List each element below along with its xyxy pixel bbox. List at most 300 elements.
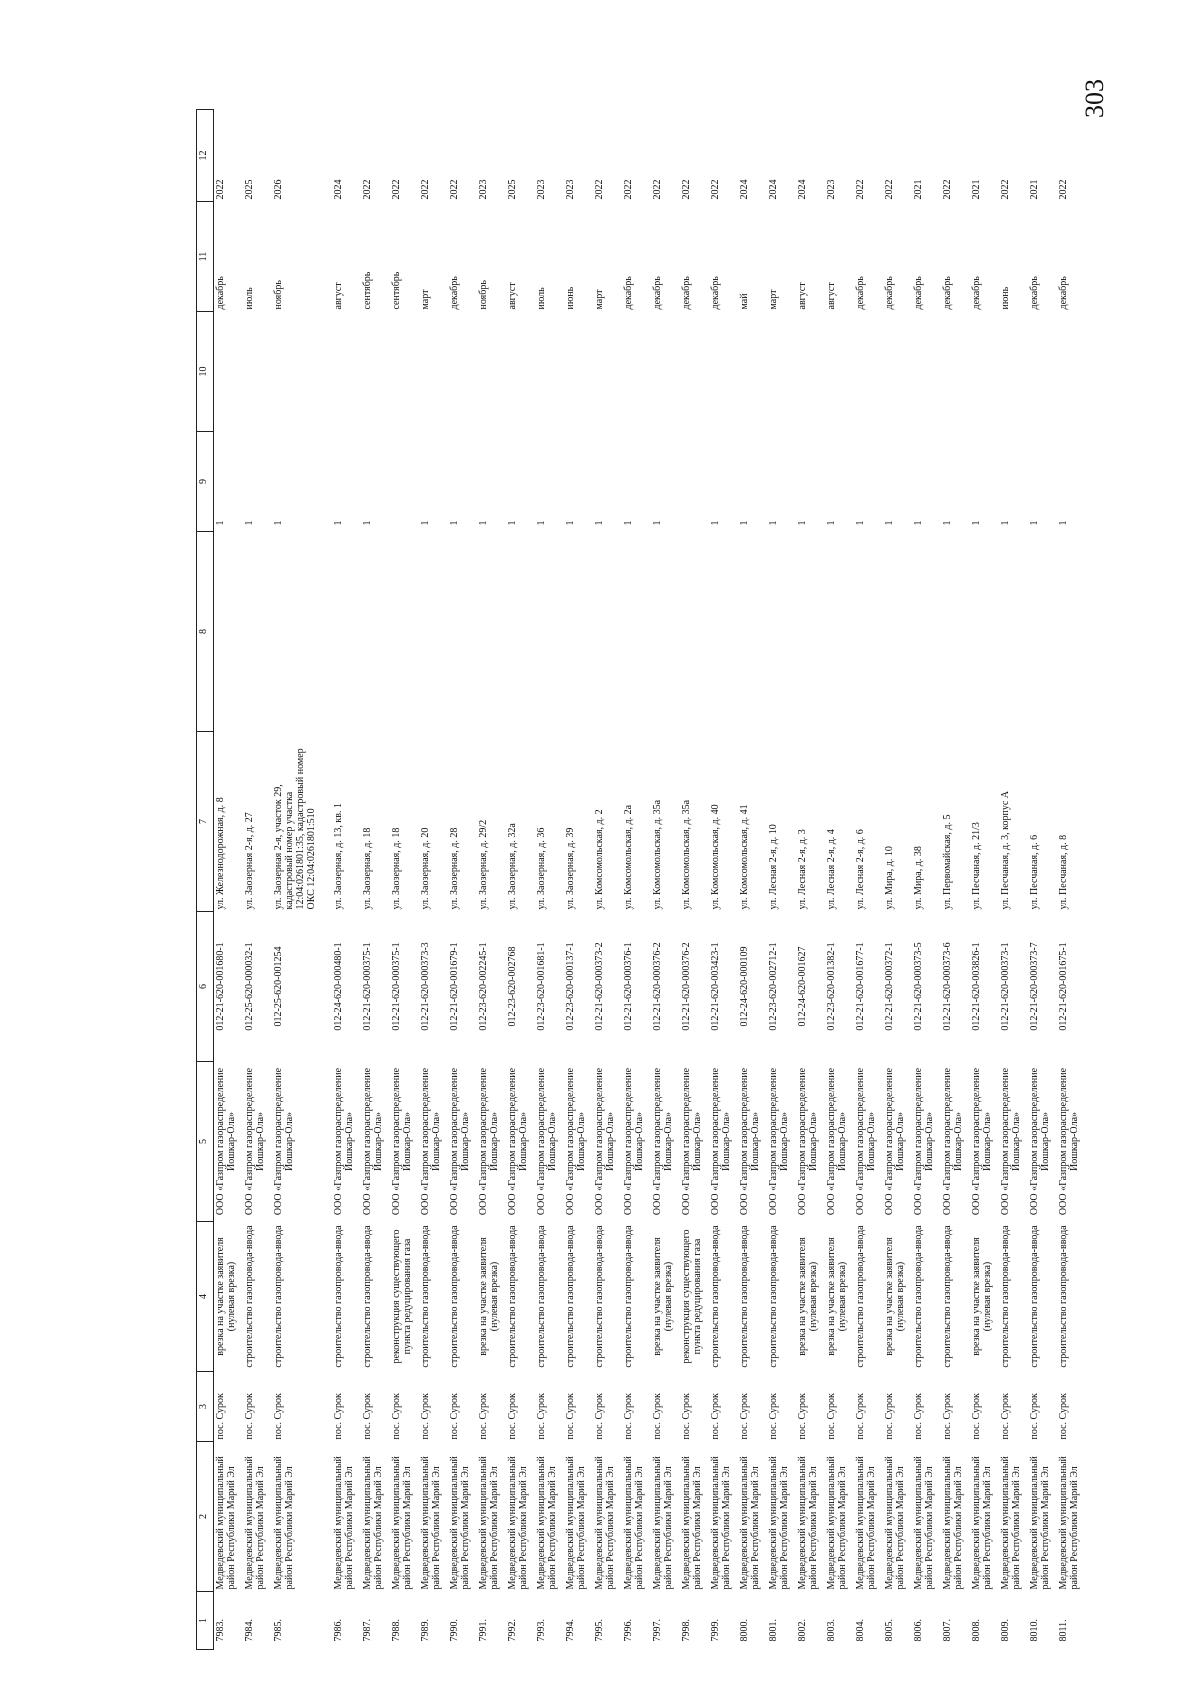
cell-district bbox=[361, 1442, 390, 1592]
cell-district bbox=[709, 1442, 738, 1592]
cell-work-type bbox=[506, 1222, 535, 1372]
table-row bbox=[243, 110, 272, 1650]
cell-column-8 bbox=[796, 532, 825, 732]
address-text: ул. Песчаная, д. 3, корпус А bbox=[999, 790, 1011, 910]
cell-year bbox=[272, 110, 332, 202]
quantity-text: 1 bbox=[767, 520, 779, 526]
row-number-text: 8000. bbox=[738, 1619, 750, 1642]
district-text: Медведевский муниципальный район Республики Марий Эл bbox=[854, 1456, 877, 1590]
cell-address bbox=[622, 732, 651, 912]
district-text: Медведевский муниципальный район Республики Марий Эл bbox=[883, 1456, 906, 1590]
year-text: 2022 bbox=[390, 179, 402, 200]
cell-work-type bbox=[1028, 1222, 1057, 1372]
cell-application-id bbox=[1057, 912, 1086, 1062]
cell-year bbox=[622, 110, 651, 202]
row-number-text: 8007. bbox=[941, 1619, 953, 1642]
table-row bbox=[680, 110, 709, 1650]
address-text: ул. Песчаная, д. 6 bbox=[1028, 834, 1040, 910]
row-number-text: 8011. bbox=[1057, 1619, 1069, 1642]
cell-year bbox=[883, 110, 912, 202]
row-number-text: 7995. bbox=[593, 1619, 605, 1642]
cell-application-id bbox=[854, 912, 883, 1062]
application-id-text: 012-21-620-001677-1 bbox=[854, 942, 866, 1031]
cell-column-8 bbox=[970, 532, 999, 732]
cell-address bbox=[970, 732, 999, 912]
settlement-text: пос. Сурок bbox=[825, 1393, 837, 1440]
cell-organization bbox=[419, 1062, 448, 1222]
year-text: 2022 bbox=[622, 179, 634, 200]
address-text: ул. Заозерная, д. 32а bbox=[506, 823, 518, 910]
cell-organization bbox=[912, 1062, 941, 1222]
settlement-text: пос. Сурок bbox=[1028, 1393, 1040, 1440]
cell-address bbox=[243, 732, 272, 912]
cell-work-type bbox=[738, 1222, 767, 1372]
address-text: ул. Комсомольская, д. 2 bbox=[593, 809, 605, 910]
organization-text: ООО «Газпром газораспределение Йошкар-Ола» bbox=[854, 1067, 877, 1216]
row-number-text: 7998. bbox=[680, 1619, 692, 1642]
organization-text: ООО «Газпром газораспределение Йошкар-Ола» bbox=[215, 1067, 237, 1216]
cell-month bbox=[448, 202, 477, 312]
application-id-text: 012-21-620-000373-7 bbox=[1028, 942, 1040, 1031]
address-text: ул. Заозерная, д. 20 bbox=[419, 827, 431, 910]
cell-application-id bbox=[593, 912, 622, 1062]
district-text: Медведевский муниципальный район Республики Марий Эл bbox=[738, 1456, 761, 1590]
application-id-text: 012-23-620-002245-1 bbox=[477, 942, 489, 1031]
cell-column-10 bbox=[709, 312, 738, 432]
cell-application-id bbox=[419, 912, 448, 1062]
table-row bbox=[272, 110, 332, 1650]
settlement-text: пос. Сурок bbox=[419, 1393, 431, 1440]
district-text: Медведевский муниципальный район Республики Марий Эл bbox=[970, 1456, 993, 1590]
cell-quantity bbox=[1057, 432, 1086, 532]
quantity-text: 1 bbox=[825, 520, 837, 526]
table-row bbox=[825, 110, 854, 1650]
quantity-text: 1 bbox=[738, 520, 750, 526]
application-id-text: 012-21-620-001679-1 bbox=[448, 942, 460, 1031]
cell-organization bbox=[564, 1062, 593, 1222]
month-text: декабрь bbox=[970, 276, 982, 310]
cell-column-8 bbox=[332, 532, 361, 732]
cell-work-type bbox=[622, 1222, 651, 1372]
cell-year bbox=[825, 110, 854, 202]
settlement-text: пос. Сурок bbox=[970, 1393, 982, 1440]
row-number-text: 7989. bbox=[419, 1619, 431, 1642]
column-header-9: 9 bbox=[197, 432, 214, 532]
year-text: 2024 bbox=[796, 179, 808, 200]
organization-text: ООО «Газпром газораспределение Йошкар-Ола» bbox=[332, 1067, 355, 1216]
cell-year bbox=[767, 110, 796, 202]
district-text: Медведевский муниципальный район Республики Марий Эл bbox=[390, 1456, 413, 1590]
cell-column-10 bbox=[506, 312, 535, 432]
cell-settlement bbox=[419, 1372, 448, 1442]
year-text: 2022 bbox=[883, 179, 895, 200]
table-row bbox=[738, 110, 767, 1650]
cell-row-number bbox=[332, 1592, 361, 1650]
district-text: Медведевский муниципальный район Республики Марий Эл bbox=[825, 1456, 848, 1590]
cell-work-type bbox=[272, 1222, 332, 1372]
cell-work-type bbox=[1057, 1222, 1086, 1372]
cell-application-id bbox=[448, 912, 477, 1062]
cell-column-8 bbox=[709, 532, 738, 732]
table-header-row bbox=[197, 110, 214, 1650]
work-type-text: строительство газопровода-ввода bbox=[535, 1225, 547, 1368]
cell-column-8 bbox=[593, 532, 622, 732]
table-row bbox=[593, 110, 622, 1650]
organization-text: ООО «Газпром газораспределение Йошкар-Ола» bbox=[361, 1067, 384, 1216]
table-row bbox=[767, 110, 796, 1650]
row-number-text: 8002. bbox=[796, 1619, 808, 1642]
application-id-text: 012-21-620-000373-6 bbox=[941, 942, 953, 1031]
organization-text: ООО «Газпром газораспределение Йошкар-Ола» bbox=[477, 1067, 500, 1216]
month-text: май bbox=[738, 293, 750, 310]
cell-settlement bbox=[825, 1372, 854, 1442]
quantity-text: 1 bbox=[477, 520, 489, 526]
district-text: Медведевский муниципальный район Республики Марий Эл bbox=[622, 1456, 645, 1590]
cell-settlement bbox=[535, 1372, 564, 1442]
cell-column-8 bbox=[883, 532, 912, 732]
address-text: ул. Заозерная, д. 36 bbox=[535, 827, 547, 910]
cell-row-number bbox=[477, 1592, 506, 1650]
table-row bbox=[709, 110, 738, 1650]
month-text: август bbox=[506, 282, 518, 310]
cell-district bbox=[883, 1442, 912, 1592]
column-header-1: 1 bbox=[197, 1592, 214, 1650]
work-type-text: строительство газопровода-ввода bbox=[738, 1225, 750, 1368]
cell-quantity bbox=[272, 432, 332, 532]
month-text: март bbox=[419, 289, 431, 310]
district-text: Медведевский муниципальный район Республики Марий Эл bbox=[796, 1456, 819, 1590]
settlement-text: пос. Сурок bbox=[738, 1393, 750, 1440]
cell-district bbox=[651, 1442, 680, 1592]
work-type-text: строительство газопровода-ввода bbox=[912, 1225, 924, 1368]
district-text: Медведевский муниципальный район Республики Марий Эл bbox=[564, 1456, 587, 1590]
cell-month bbox=[332, 202, 361, 312]
cell-organization bbox=[361, 1062, 390, 1222]
work-type-text: строительство газопровода-ввода bbox=[506, 1225, 518, 1368]
cell-row-number bbox=[883, 1592, 912, 1650]
month-text: июль bbox=[243, 287, 255, 310]
application-id-text: 012-24-620-001627 bbox=[796, 946, 808, 1027]
cell-month bbox=[593, 202, 622, 312]
year-text: 2022 bbox=[215, 179, 226, 200]
row-number-text: 7992. bbox=[506, 1619, 518, 1642]
cell-settlement bbox=[883, 1372, 912, 1442]
cell-year bbox=[506, 110, 535, 202]
cell-column-8 bbox=[680, 532, 709, 732]
work-type-text: строительство газопровода-ввода bbox=[854, 1225, 866, 1368]
district-text: Медведевский муниципальный район Республики Марий Эл bbox=[1028, 1456, 1051, 1590]
cell-work-type bbox=[477, 1222, 506, 1372]
district-text: Медведевский муниципальный район Республики Марий Эл bbox=[361, 1456, 384, 1590]
cell-district bbox=[999, 1442, 1028, 1592]
application-id-text: 012-23-620-000137-1 bbox=[564, 942, 576, 1031]
quantity-text: 1 bbox=[361, 520, 373, 526]
cell-address bbox=[419, 732, 448, 912]
cell-month bbox=[854, 202, 883, 312]
month-text: декабрь bbox=[448, 276, 460, 310]
cell-row-number bbox=[709, 1592, 738, 1650]
cell-quantity bbox=[1028, 432, 1057, 532]
cell-settlement bbox=[243, 1372, 272, 1442]
cell-district bbox=[214, 1442, 243, 1592]
cell-column-10 bbox=[535, 312, 564, 432]
cell-work-type bbox=[535, 1222, 564, 1372]
cell-address bbox=[506, 732, 535, 912]
work-type-text: врезка на участке заявителя (нулевая врезка) bbox=[651, 1237, 674, 1356]
quantity-text: 1 bbox=[941, 520, 953, 526]
cell-work-type bbox=[825, 1222, 854, 1372]
cell-work-type bbox=[767, 1222, 796, 1372]
month-text: август bbox=[796, 282, 808, 310]
address-text: ул. Песчаная, д. 21/3 bbox=[970, 822, 982, 910]
organization-text: ООО «Газпром газораспределение Йошкар-Ола» bbox=[651, 1067, 674, 1216]
cell-application-id bbox=[709, 912, 738, 1062]
cell-quantity bbox=[448, 432, 477, 532]
table-row bbox=[970, 110, 999, 1650]
year-text: 2026 bbox=[272, 179, 284, 200]
cell-organization bbox=[390, 1062, 419, 1222]
month-text: июнь bbox=[999, 286, 1011, 310]
cell-application-id bbox=[272, 912, 332, 1062]
district-text: Медведевский муниципальный район Республики Марий Эл bbox=[332, 1456, 355, 1590]
cell-quantity bbox=[767, 432, 796, 532]
work-type-text: строительство газопровода-ввода bbox=[272, 1225, 284, 1368]
year-text: 2024 bbox=[332, 179, 344, 200]
cell-year bbox=[1057, 110, 1086, 202]
application-id-text: 012-21-620-003423-1 bbox=[709, 942, 721, 1031]
table-body bbox=[214, 110, 1086, 1650]
application-id-text: 012-21-620-000376-2 bbox=[680, 942, 692, 1031]
cell-organization bbox=[477, 1062, 506, 1222]
settlement-text: пос. Сурок bbox=[535, 1393, 547, 1440]
work-type-text: врезка на участке заявителя (нулевая врезка) bbox=[215, 1237, 237, 1356]
cell-quantity bbox=[361, 432, 390, 532]
cell-column-10 bbox=[214, 312, 243, 432]
cell-quantity bbox=[680, 432, 709, 532]
district-text: Медведевский муниципальный район Республики Марий Эл bbox=[651, 1456, 674, 1590]
settlement-text: пос. Сурок bbox=[564, 1393, 576, 1440]
cell-year bbox=[738, 110, 767, 202]
cell-settlement bbox=[912, 1372, 941, 1442]
cell-address bbox=[1028, 732, 1057, 912]
cell-district bbox=[680, 1442, 709, 1592]
cell-organization bbox=[535, 1062, 564, 1222]
cell-quantity bbox=[999, 432, 1028, 532]
cell-year bbox=[1028, 110, 1057, 202]
cell-organization bbox=[622, 1062, 651, 1222]
year-text: 2022 bbox=[941, 179, 953, 200]
row-number-text: 7984. bbox=[243, 1619, 255, 1642]
work-type-text: строительство газопровода-ввода bbox=[419, 1225, 431, 1368]
organization-text: ООО «Газпром газораспределение Йошкар-Ола» bbox=[970, 1067, 993, 1216]
month-text: декабрь bbox=[1057, 276, 1069, 310]
cell-row-number bbox=[767, 1592, 796, 1650]
cell-quantity bbox=[622, 432, 651, 532]
year-text: 2024 bbox=[767, 179, 779, 200]
cell-settlement bbox=[796, 1372, 825, 1442]
cell-settlement bbox=[1028, 1372, 1057, 1442]
cell-district bbox=[564, 1442, 593, 1592]
cell-month bbox=[941, 202, 970, 312]
rotated-table-container bbox=[196, 110, 1104, 1650]
cell-year bbox=[854, 110, 883, 202]
year-text: 2021 bbox=[912, 179, 924, 200]
table-row bbox=[883, 110, 912, 1650]
cell-application-id bbox=[361, 912, 390, 1062]
cell-organization bbox=[883, 1062, 912, 1222]
settlement-text: пос. Сурок bbox=[243, 1393, 255, 1440]
district-text: Медведевский муниципальный район Республики Марий Эл bbox=[477, 1456, 500, 1590]
cell-address bbox=[272, 732, 332, 912]
application-id-text: 012-21-620-000376-2 bbox=[651, 942, 663, 1031]
cell-year bbox=[941, 110, 970, 202]
cell-address bbox=[854, 732, 883, 912]
district-text: Медведевский муниципальный район Республики Марий Эл bbox=[593, 1456, 616, 1590]
settlement-text: пос. Сурок bbox=[593, 1393, 605, 1440]
table-row bbox=[912, 110, 941, 1650]
cell-column-8 bbox=[941, 532, 970, 732]
application-id-text: 012-21-620-000372-1 bbox=[883, 942, 895, 1031]
cell-district bbox=[796, 1442, 825, 1592]
cell-district bbox=[332, 1442, 361, 1592]
cell-district bbox=[738, 1442, 767, 1592]
cell-column-10 bbox=[1057, 312, 1086, 432]
cell-column-8 bbox=[651, 532, 680, 732]
application-id-text: 012-21-620-000373-3 bbox=[419, 942, 431, 1031]
cell-organization bbox=[709, 1062, 738, 1222]
cell-settlement bbox=[214, 1372, 243, 1442]
row-number-text: 7983. bbox=[215, 1619, 226, 1642]
work-type-text: врезка на участке заявителя (нулевая врезка) bbox=[825, 1237, 848, 1356]
month-text: декабрь bbox=[854, 276, 866, 310]
cell-month bbox=[506, 202, 535, 312]
cell-column-8 bbox=[622, 532, 651, 732]
cell-district bbox=[854, 1442, 883, 1592]
cell-organization bbox=[332, 1062, 361, 1222]
cell-month bbox=[999, 202, 1028, 312]
month-text: декабрь bbox=[883, 276, 895, 310]
cell-column-10 bbox=[738, 312, 767, 432]
address-text: ул. Заозерная, д. 28 bbox=[448, 827, 460, 910]
cell-application-id bbox=[970, 912, 999, 1062]
month-text: декабрь bbox=[622, 276, 634, 310]
organization-text: ООО «Газпром газораспределение Йошкар-Ола» bbox=[564, 1067, 587, 1216]
settlement-text: пос. Сурок bbox=[272, 1393, 284, 1440]
work-type-text: строительство газопровода-ввода bbox=[1028, 1225, 1040, 1368]
year-text: 2025 bbox=[506, 179, 518, 200]
cell-district bbox=[243, 1442, 272, 1592]
cell-settlement bbox=[941, 1372, 970, 1442]
cell-column-8 bbox=[506, 532, 535, 732]
cell-column-8 bbox=[390, 532, 419, 732]
address-text: ул. Заозерная 2-я, д. 27 bbox=[243, 812, 255, 910]
address-text: ул. Комсомольская, д. 35а bbox=[680, 799, 692, 910]
quantity-text: 1 bbox=[651, 520, 663, 526]
cell-month bbox=[680, 202, 709, 312]
cell-address bbox=[796, 732, 825, 912]
settlement-text: пос. Сурок bbox=[506, 1393, 518, 1440]
cell-address bbox=[738, 732, 767, 912]
cell-quantity bbox=[214, 432, 243, 532]
address-text: ул. Мира, д. 10 bbox=[883, 846, 895, 910]
cell-application-id bbox=[912, 912, 941, 1062]
cell-quantity bbox=[332, 432, 361, 532]
cell-organization bbox=[999, 1062, 1028, 1222]
cell-application-id bbox=[767, 912, 796, 1062]
application-id-text: 012-21-620-000375-1 bbox=[361, 942, 373, 1031]
organization-text: ООО «Газпром газораспределение Йошкар-Ола» bbox=[709, 1067, 732, 1216]
cell-column-10 bbox=[854, 312, 883, 432]
settlement-text: пос. Сурок bbox=[854, 1393, 866, 1440]
cell-year bbox=[999, 110, 1028, 202]
cell-organization bbox=[593, 1062, 622, 1222]
year-text: 2021 bbox=[970, 179, 982, 200]
row-number-text: 8005. bbox=[883, 1619, 895, 1642]
row-number-text: 7993. bbox=[535, 1619, 547, 1642]
cell-column-10 bbox=[970, 312, 999, 432]
cell-organization bbox=[272, 1062, 332, 1222]
application-id-text: 012-21-620-000373-5 bbox=[912, 942, 924, 1031]
quantity-text: 1 bbox=[622, 520, 634, 526]
year-text: 2023 bbox=[477, 179, 489, 200]
address-text: ул. Комсомольская, д. 2а bbox=[622, 804, 634, 910]
settlement-text: пос. Сурок bbox=[477, 1393, 489, 1440]
cell-column-10 bbox=[361, 312, 390, 432]
quantity-text: 1 bbox=[332, 520, 344, 526]
row-number-text: 7986. bbox=[332, 1619, 344, 1642]
quantity-text: 1 bbox=[506, 520, 518, 526]
cell-column-8 bbox=[825, 532, 854, 732]
work-type-text: строительство газопровода-ввода bbox=[593, 1225, 605, 1368]
cell-address bbox=[999, 732, 1028, 912]
cell-settlement bbox=[622, 1372, 651, 1442]
cell-row-number bbox=[243, 1592, 272, 1650]
row-number-text: 7988. bbox=[390, 1619, 402, 1642]
cell-row-number bbox=[419, 1592, 448, 1650]
cell-address bbox=[883, 732, 912, 912]
cell-column-10 bbox=[651, 312, 680, 432]
cell-work-type bbox=[361, 1222, 390, 1372]
cell-column-10 bbox=[883, 312, 912, 432]
column-header-5: 5 bbox=[197, 1062, 214, 1222]
cell-year bbox=[332, 110, 361, 202]
row-number-text: 7994. bbox=[564, 1619, 576, 1642]
organization-text: ООО «Газпром газораспределение Йошкар-Ола» bbox=[622, 1067, 645, 1216]
settlement-text: пос. Сурок bbox=[883, 1393, 895, 1440]
cell-year bbox=[419, 110, 448, 202]
cell-organization bbox=[1057, 1062, 1086, 1222]
organization-text: ООО «Газпром газораспределение Йошкар-Ола» bbox=[738, 1067, 761, 1216]
work-type-text: реконструкция существующего пункта редуцирования газа bbox=[680, 1229, 703, 1364]
settlement-text: пос. Сурок bbox=[361, 1393, 373, 1440]
district-text: Медведевский муниципальный район Республики Марий Эл bbox=[767, 1456, 790, 1590]
cell-year bbox=[680, 110, 709, 202]
cell-settlement bbox=[854, 1372, 883, 1442]
cell-column-8 bbox=[1057, 532, 1086, 732]
cell-year bbox=[564, 110, 593, 202]
cell-work-type bbox=[390, 1222, 419, 1372]
cell-month bbox=[564, 202, 593, 312]
organization-text: ООО «Газпром газораспределение Йошкар-Ола» bbox=[272, 1067, 295, 1216]
address-text: ул. Лесная 2-я, д. 10 bbox=[767, 824, 779, 910]
cell-quantity bbox=[825, 432, 854, 532]
cell-row-number bbox=[272, 1592, 332, 1650]
settlement-text: пос. Сурок bbox=[1057, 1393, 1069, 1440]
quantity-text: 1 bbox=[854, 520, 866, 526]
month-text: март bbox=[767, 289, 779, 310]
district-text: Медведевский муниципальный район Республики Марий Эл bbox=[999, 1456, 1022, 1590]
cell-settlement bbox=[709, 1372, 738, 1442]
